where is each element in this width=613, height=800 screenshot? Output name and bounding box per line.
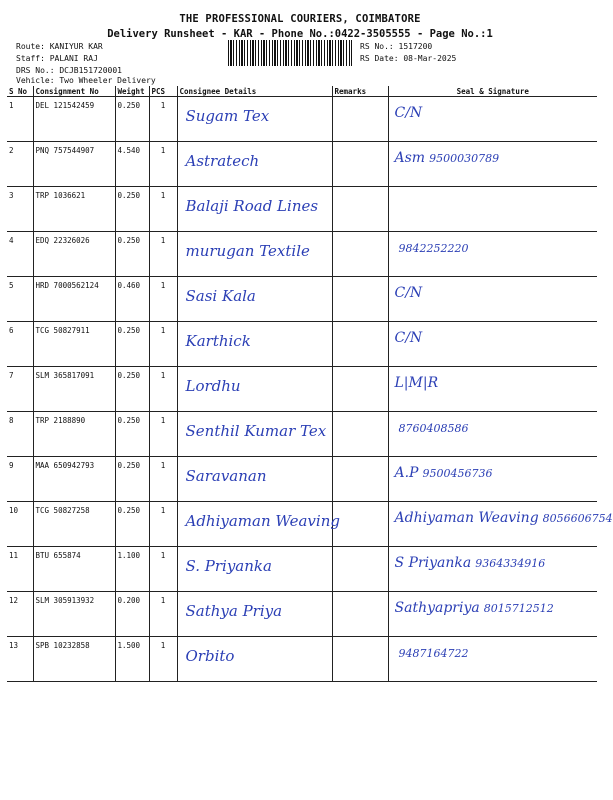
- row-signature: [388, 412, 597, 457]
- runsheet-table: [7, 86, 613, 682]
- row-remarks: [332, 277, 388, 322]
- table-row: [7, 97, 597, 142]
- row-weight: 1.100: [115, 547, 149, 592]
- rs-date: RS Date: 08-Mar-2025: [360, 54, 457, 63]
- row-consignment: SLM 365817091: [33, 367, 115, 412]
- consignee-handwriting: murugan Textile: [185, 242, 310, 260]
- consignee-handwriting: Balaji Road Lines: [185, 197, 319, 215]
- row-consignee: [177, 187, 332, 232]
- row-sno: 7: [7, 367, 33, 412]
- row-pcs: 1: [149, 277, 177, 322]
- signature-text: Sathyapriya: [394, 600, 480, 616]
- row-weight: 0.200: [115, 592, 149, 637]
- company-title: THE PROFESSIONAL COURIERS, COIMBATORE: [179, 13, 421, 25]
- row-consignment: MAA 650942793: [33, 457, 115, 502]
- row-consignment: SPB 10232858: [33, 637, 115, 682]
- row-consignment: EDQ 22326026: [33, 232, 115, 277]
- phone-number: 8056606754: [542, 512, 613, 525]
- table-row: [7, 367, 597, 412]
- signature-text: Adhiyaman Weaving: [394, 510, 539, 526]
- drs-label: DRS No.: DCJB151720001: [16, 66, 122, 75]
- row-sno: 8: [7, 412, 33, 457]
- row-weight: 0.250: [115, 97, 149, 142]
- table-row: [7, 547, 597, 592]
- consignee-handwriting: S. Priyanka: [185, 557, 272, 575]
- table-row: [7, 457, 597, 502]
- row-consignment: TCG 50827911: [33, 322, 115, 367]
- row-consignee: [177, 457, 332, 502]
- signature-text: L|M|R: [394, 375, 439, 391]
- consignee-handwriting: Sathya Priya: [185, 602, 283, 620]
- consignee-handwriting: Adhiyaman Weaving: [185, 512, 340, 530]
- row-signature: [388, 637, 597, 682]
- row-signature: [388, 97, 597, 142]
- table-row: [7, 277, 597, 322]
- row-remarks: [332, 457, 388, 502]
- rs-number: RS No.: 1517200: [360, 42, 433, 51]
- row-weight: 0.250: [115, 322, 149, 367]
- row-pcs: 1: [149, 547, 177, 592]
- consignee-handwriting: Astratech: [185, 152, 260, 170]
- row-sno: 3: [7, 187, 33, 232]
- row-weight: 0.460: [115, 277, 149, 322]
- signature-text: Asm: [394, 150, 426, 166]
- row-weight: 0.250: [115, 502, 149, 547]
- col-remarks: Remarks: [332, 86, 388, 97]
- row-sno: 13: [7, 637, 33, 682]
- row-remarks: [332, 97, 388, 142]
- table-row: [7, 637, 597, 682]
- row-consignee: [177, 277, 332, 322]
- row-remarks: [332, 142, 388, 187]
- consignee-handwriting: Sugam Tex: [185, 107, 270, 125]
- consignee-handwriting: Orbito: [185, 647, 235, 665]
- row-consignment: HRD 7000562124: [33, 277, 115, 322]
- consignee-handwriting: Lordhu: [185, 377, 241, 395]
- consignee-handwriting: Saravanan: [185, 467, 267, 485]
- row-remarks: [332, 187, 388, 232]
- row-pcs: 1: [149, 322, 177, 367]
- col-consignment: Consignment No: [33, 86, 115, 97]
- row-remarks: [332, 592, 388, 637]
- runsheet-subtitle: Delivery Runsheet - KAR - Phone No.:0422-3505555 - Page No.:1: [107, 28, 493, 40]
- row-weight: 0.250: [115, 412, 149, 457]
- signature-text: C/N: [394, 285, 423, 301]
- row-signature: [388, 457, 597, 502]
- signature-text: C/N: [394, 330, 423, 346]
- row-pcs: 1: [149, 592, 177, 637]
- row-remarks: [332, 322, 388, 367]
- row-consignment: TRP 1036621: [33, 187, 115, 232]
- row-consignee: [177, 142, 332, 187]
- phone-number: 9500456736: [422, 467, 493, 480]
- row-signature: [388, 277, 597, 322]
- row-pcs: 1: [149, 97, 177, 142]
- table-row: [7, 322, 597, 367]
- row-signature: [388, 322, 597, 367]
- row-sno: 9: [7, 457, 33, 502]
- row-pcs: 1: [149, 457, 177, 502]
- col-pcs: PCS: [149, 86, 177, 97]
- row-sno: 2: [7, 142, 33, 187]
- row-weight: 0.250: [115, 232, 149, 277]
- vehicle-label: Vehicle: Two Wheeler Delivery: [16, 76, 156, 85]
- row-pcs: 1: [149, 142, 177, 187]
- table-row: [7, 232, 597, 277]
- phone-number: 9364334916: [475, 557, 546, 570]
- row-pcs: 1: [149, 367, 177, 412]
- phone-number: 9842252220: [398, 242, 469, 255]
- row-remarks: [332, 502, 388, 547]
- row-consignee: [177, 97, 332, 142]
- row-consignment: TCG 50827258: [33, 502, 115, 547]
- row-remarks: [332, 547, 388, 592]
- phone-number: 8760408586: [398, 422, 469, 435]
- row-pcs: 1: [149, 187, 177, 232]
- row-consignee: [177, 547, 332, 592]
- row-consignee: [177, 367, 332, 412]
- row-remarks: [332, 367, 388, 412]
- row-consignee: [177, 592, 332, 637]
- row-signature: [388, 232, 597, 277]
- table-row: [7, 142, 597, 187]
- phone-number: 9487164722: [398, 647, 469, 660]
- row-signature: [388, 142, 597, 187]
- signature-text: C/N: [394, 105, 423, 121]
- col-weight: Weight: [115, 86, 149, 97]
- table-row: [7, 502, 597, 547]
- row-consignment: BTU 655874: [33, 547, 115, 592]
- row-sno: 10: [7, 502, 33, 547]
- col-consignee: Consignee Details: [177, 86, 332, 97]
- row-consignment: TRP 2188890: [33, 412, 115, 457]
- row-signature: [388, 592, 597, 637]
- signature-text: A.P: [394, 465, 419, 481]
- row-sno: 6: [7, 322, 33, 367]
- barcode: [228, 40, 352, 66]
- row-consignee: [177, 322, 332, 367]
- row-remarks: [332, 637, 388, 682]
- table-row: [7, 412, 597, 457]
- row-weight: 4.540: [115, 142, 149, 187]
- row-consignee: [177, 412, 332, 457]
- row-consignment: DEL 121542459: [33, 97, 115, 142]
- row-weight: 0.250: [115, 457, 149, 502]
- row-pcs: 1: [149, 637, 177, 682]
- phone-number: 9500030789: [429, 152, 500, 165]
- row-consignment: PNQ 757544907: [33, 142, 115, 187]
- table-header-row: [7, 86, 597, 97]
- row-remarks: [332, 232, 388, 277]
- row-consignee: [177, 502, 340, 547]
- row-sno: 5: [7, 277, 33, 322]
- row-sno: 4: [7, 232, 33, 277]
- row-signature: [388, 367, 597, 412]
- consignee-handwriting: Senthil Kumar Tex: [185, 422, 327, 440]
- row-consignee: [177, 637, 332, 682]
- row-pcs: 1: [149, 502, 177, 547]
- row-pcs: 1: [149, 412, 177, 457]
- staff-label: Staff: PALANI RAJ: [16, 54, 98, 63]
- row-signature: [388, 502, 613, 547]
- row-sno: 1: [7, 97, 33, 142]
- row-weight: 0.250: [115, 187, 149, 232]
- row-consignment: SLM 305913932: [33, 592, 115, 637]
- signature-text: S Priyanka: [394, 555, 472, 571]
- table-row: [7, 187, 597, 232]
- row-sno: 11: [7, 547, 33, 592]
- col-signature: Seal & Signature: [388, 86, 597, 97]
- consignee-handwriting: Karthick: [185, 332, 251, 350]
- row-weight: 0.250: [115, 367, 149, 412]
- col-sno: S No: [7, 86, 33, 97]
- phone-number: 8015712512: [483, 602, 554, 615]
- row-signature: [388, 187, 597, 232]
- table-row: [7, 592, 597, 637]
- row-pcs: 1: [149, 232, 177, 277]
- row-weight: 1.500: [115, 637, 149, 682]
- row-signature: [388, 547, 597, 592]
- row-remarks: [332, 412, 388, 457]
- row-sno: 12: [7, 592, 33, 637]
- row-consignee: [177, 232, 332, 277]
- route-label: Route: KANIYUR KAR: [16, 42, 103, 51]
- consignee-handwriting: Sasi Kala: [185, 287, 256, 305]
